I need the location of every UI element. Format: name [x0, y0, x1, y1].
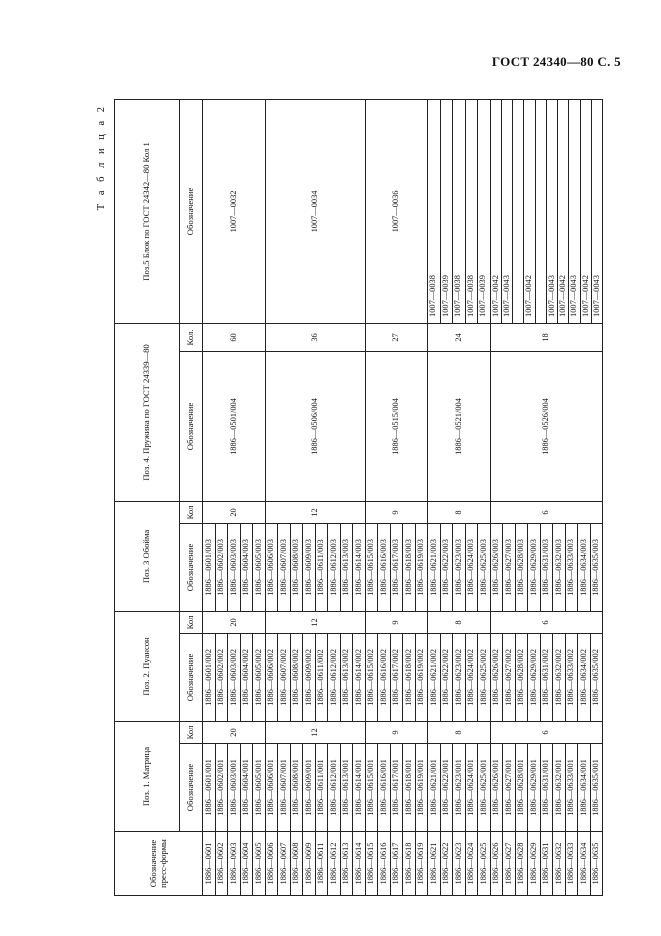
punch-designation: 1886—0618/002 — [403, 633, 416, 721]
punch-designation: 1886—0624/002 — [465, 633, 478, 721]
punch-designation: 1886—0631/002 — [540, 633, 553, 721]
press-form-designation: 1886—0628 — [515, 832, 528, 896]
matrix-designation: 1886—0605/001 — [253, 744, 266, 832]
press-form-designation: 1886—0627 — [503, 832, 516, 896]
holder-qty: 12 — [265, 501, 365, 523]
punch-designation: 1886—0611/002 — [315, 633, 328, 721]
holder-designation: 1886—0606/003 — [265, 523, 278, 611]
punch-designation: 1886—0627/002 — [503, 633, 516, 721]
matrix-designation: 1886—0606/001 — [265, 744, 278, 832]
press-form-designation: 1886—0614 — [353, 832, 366, 896]
holder-designation: 1886—0635/003 — [590, 523, 603, 611]
matrix-designation: 1886—0626/001 — [490, 744, 503, 832]
press-form-designation: 1886—0617 — [390, 832, 403, 896]
holder-designation: 1886—0609/003 — [303, 523, 316, 611]
header-qty: Кол. — [180, 323, 203, 351]
punch-designation: 1886—0601/002 — [203, 633, 216, 721]
press-form-designation: 1886—0631 — [540, 832, 553, 896]
punch-designation: 1886—0616/002 — [378, 633, 391, 721]
punch-qty: 20 — [203, 611, 266, 633]
press-form-designation: 1886—0605 — [253, 832, 266, 896]
header-designation: Обозначение — [180, 744, 203, 832]
matrix-designation: 1886—0612/001 — [328, 744, 341, 832]
block-designation: 1007—0034 — [265, 99, 365, 323]
matrix-designation: 1886—0618/001 — [403, 744, 416, 832]
press-form-designation: 1886—0616 — [378, 832, 391, 896]
punch-designation: 1886—0609/002 — [303, 633, 316, 721]
table-row — [428, 99, 441, 895]
punch-designation: 1886—0619/002 — [415, 633, 428, 721]
press-form-designation: 1886—0603 — [228, 832, 241, 896]
matrix-designation: 1886—0629/001 — [528, 744, 541, 832]
table-row — [490, 99, 503, 895]
spring-qty: 36 — [265, 323, 365, 351]
press-form-designation: 1886—0613 — [340, 832, 353, 896]
block-designation — [490, 99, 603, 323]
header-qty: Кол — [180, 611, 203, 633]
punch-qty: 9 — [365, 611, 428, 633]
press-form-designation: 1886—0601 — [203, 832, 216, 896]
press-form-designation: 1886—0607 — [278, 832, 291, 896]
holder-designation: 1886—0625/003 — [478, 523, 491, 611]
holder-designation: 1886—0634/003 — [578, 523, 591, 611]
matrix-designation: 1886—0624/001 — [465, 744, 478, 832]
matrix-qty: 20 — [203, 721, 266, 743]
punch-designation: 1886—0606/002 — [265, 633, 278, 721]
press-form-designation: 1886—0625 — [478, 832, 491, 896]
spring-qty: 27 — [365, 323, 428, 351]
block-designation-item: 1007—0043 — [547, 100, 558, 323]
press-form-designation: 1886—0606 — [265, 832, 278, 896]
holder-designation: 1886—0633/003 — [565, 523, 578, 611]
spring-designation: 1886—0526/004 — [490, 351, 603, 501]
spring-qty: 24 — [428, 323, 491, 351]
holder-designation: 1886—0628/003 — [515, 523, 528, 611]
punch-qty: 6 — [490, 611, 603, 633]
press-form-designation: 1886—0634 — [578, 832, 591, 896]
press-form-designation: 1886—0619 — [415, 832, 428, 896]
header-designation: Обозначение — [180, 523, 203, 611]
punch-designation: 1886—0634/002 — [578, 633, 591, 721]
punch-designation: 1886—0608/002 — [290, 633, 303, 721]
header-designation: Обозначение — [180, 99, 203, 323]
table-area — [96, 100, 621, 896]
punch-designation: 1886—0613/002 — [340, 633, 353, 721]
matrix-designation: 1886—0608/001 — [290, 744, 303, 832]
holder-designation: 1886—0613/003 — [340, 523, 353, 611]
holder-designation: 1886—0611/003 — [315, 523, 328, 611]
holder-designation: 1886—0632/003 — [553, 523, 566, 611]
matrix-designation: 1886—0634/001 — [578, 744, 591, 832]
matrix-designation: 1886—0621/001 — [428, 744, 441, 832]
header-pos1: Поз. 1. Матрица — [115, 721, 180, 831]
punch-designation: 1886—0612/002 — [328, 633, 341, 721]
holder-designation: 1886—0616/003 — [378, 523, 391, 611]
punch-designation: 1886—0604/002 — [240, 633, 253, 721]
block-designation — [428, 99, 491, 323]
punch-designation: 1886—0635/002 — [590, 633, 603, 721]
matrix-designation: 1886—0628/001 — [515, 744, 528, 832]
punch-designation: 1886—0632/002 — [553, 633, 566, 721]
holder-designation: 1886—0619/003 — [415, 523, 428, 611]
table-2 — [114, 99, 603, 896]
matrix-designation: 1886—0603/001 — [228, 744, 241, 832]
block-designation-item: 1007—0043 — [502, 100, 513, 323]
punch-designation: 1886—0628/002 — [515, 633, 528, 721]
press-form-designation: 1886—0622 — [440, 832, 453, 896]
matrix-qty: 9 — [365, 721, 428, 743]
matrix-qty: 12 — [265, 721, 365, 743]
press-form-designation: 1886—0623 — [453, 832, 466, 896]
press-form-designation: 1886—0632 — [553, 832, 566, 896]
punch-designation: 1886—0603/002 — [228, 633, 241, 721]
header-designation: Обозначение — [180, 351, 203, 501]
matrix-designation: 1886—0625/001 — [478, 744, 491, 832]
holder-designation: 1886—0607/003 — [278, 523, 291, 611]
holder-designation: 1886—0626/003 — [490, 523, 503, 611]
press-form-designation: 1886—0629 — [528, 832, 541, 896]
table-caption: Т а б л и ц а 2 — [96, 104, 107, 211]
matrix-qty: 6 — [490, 721, 603, 743]
holder-designation: 1886—0618/003 — [403, 523, 416, 611]
block-designation-item — [513, 100, 524, 323]
block-designation-item: 1007—0042 — [558, 100, 569, 323]
block-designation-item: 1007—0042 — [581, 100, 592, 323]
matrix-designation: 1886—0609/001 — [303, 744, 316, 832]
punch-designation: 1886—0615/002 — [365, 633, 378, 721]
holder-designation: 1886—0631/003 — [540, 523, 553, 611]
press-form-designation: 1886—0635 — [590, 832, 603, 896]
press-form-designation: 1886—0626 — [490, 832, 503, 896]
press-form-designation: 1886—0621 — [428, 832, 441, 896]
holder-designation: 1886—0624/003 — [465, 523, 478, 611]
punch-designation: 1886—0614/002 — [353, 633, 366, 721]
holder-designation: 1886—0621/003 — [428, 523, 441, 611]
punch-designation: 1886—0633/002 — [565, 633, 578, 721]
matrix-designation: 1886—0623/001 — [453, 744, 466, 832]
matrix-designation: 1886—0627/001 — [503, 744, 516, 832]
header-qty: Кол — [180, 501, 203, 523]
matrix-designation: 1886—0616/001 — [378, 744, 391, 832]
block-designation-item — [536, 100, 547, 323]
holder-designation: 1886—0608/003 — [290, 523, 303, 611]
punch-designation: 1886—0623/002 — [453, 633, 466, 721]
table-row — [265, 99, 278, 895]
press-form-designation: 1886—0611 — [315, 832, 328, 896]
press-form-designation: 1886—0612 — [328, 832, 341, 896]
block-designation-item: 1007—0043 — [569, 100, 580, 323]
holder-qty: 8 — [428, 501, 491, 523]
press-form-designation: 1886—0604 — [240, 832, 253, 896]
press-form-designation: 1886—0615 — [365, 832, 378, 896]
spring-qty: 18 — [490, 323, 603, 351]
holder-designation: 1886—0604/003 — [240, 523, 253, 611]
matrix-designation: 1886—0614/001 — [353, 744, 366, 832]
press-form-designation: 1886—0609 — [303, 832, 316, 896]
spring-designation: 1886—0501/004 — [203, 351, 266, 501]
matrix-designation: 1886—0632/001 — [553, 744, 566, 832]
header-pos3: Поз. 3 Обойма — [115, 501, 180, 611]
matrix-designation: 1886—0601/001 — [203, 744, 216, 832]
holder-designation: 1886—0601/003 — [203, 523, 216, 611]
matrix-designation: 1886—0631/001 — [540, 744, 553, 832]
spring-designation: 1886—0521/004 — [428, 351, 491, 501]
punch-designation: 1886—0621/002 — [428, 633, 441, 721]
press-form-designation: 1886—0624 — [465, 832, 478, 896]
table-row — [365, 99, 378, 895]
matrix-designation: 1886—0635/001 — [590, 744, 603, 832]
block-designation: 1007—0036 — [365, 99, 428, 323]
press-form-designation: 1886—0602 — [215, 832, 228, 896]
block-designation-item: 1007—0038 — [428, 100, 441, 323]
matrix-designation: 1886—0617/001 — [390, 744, 403, 832]
table-row — [203, 99, 216, 895]
punch-designation: 1886—0605/002 — [253, 633, 266, 721]
matrix-designation: 1886—0604/001 — [240, 744, 253, 832]
punch-designation: 1886—0626/002 — [490, 633, 503, 721]
matrix-designation: 1886—0619/001 — [415, 744, 428, 832]
holder-designation: 1886—0612/003 — [328, 523, 341, 611]
holder-designation: 1886—0615/003 — [365, 523, 378, 611]
holder-designation: 1886—0622/003 — [440, 523, 453, 611]
header-qty: Кол — [180, 721, 203, 743]
header-pos4: Поз. 4. Пружина по ГОСТ 24339—80 — [115, 323, 180, 501]
block-designation-item: 1007—0038 — [466, 100, 479, 323]
matrix-designation: 1886—0615/001 — [365, 744, 378, 832]
punch-designation: 1886—0617/002 — [390, 633, 403, 721]
holder-designation: 1886—0614/003 — [353, 523, 366, 611]
press-form-designation: 1886—0618 — [403, 832, 416, 896]
matrix-designation: 1886—0613/001 — [340, 744, 353, 832]
matrix-designation: 1886—0633/001 — [565, 744, 578, 832]
header-designation: Обозначение — [180, 633, 203, 721]
header-pos2: Поз. 2. Пуансон — [115, 611, 180, 721]
punch-designation: 1886—0622/002 — [440, 633, 453, 721]
holder-designation: 1886—0603/003 — [228, 523, 241, 611]
punch-designation: 1886—0602/002 — [215, 633, 228, 721]
holder-designation: 1886—0627/003 — [503, 523, 516, 611]
header-pos5: Поз.5 Блок по ГОСТ 24342—80 Кол 1 — [115, 99, 180, 323]
block-designation-item: 1007—0042 — [491, 100, 502, 323]
punch-designation: 1886—0629/002 — [528, 633, 541, 721]
punch-designation: 1886—0607/002 — [278, 633, 291, 721]
matrix-qty: 8 — [428, 721, 491, 743]
holder-designation: 1886—0629/003 — [528, 523, 541, 611]
matrix-designation: 1886—0622/001 — [440, 744, 453, 832]
table-body — [203, 99, 603, 895]
punch-qty: 12 — [265, 611, 365, 633]
press-form-designation: 1886—0633 — [565, 832, 578, 896]
matrix-designation: 1886—0611/001 — [315, 744, 328, 832]
spring-designation: 1886—0515/004 — [365, 351, 428, 501]
page-header: ГОСТ 24340—80 С. 5 — [491, 54, 621, 69]
holder-designation: 1886—0602/003 — [215, 523, 228, 611]
block-designation-item: 1007—0042 — [524, 100, 535, 323]
holder-designation: 1886—0623/003 — [453, 523, 466, 611]
holder-qty: 6 — [490, 501, 603, 523]
block-designation-item: 1007—0043 — [591, 275, 601, 317]
block-designation: 1007—0032 — [203, 99, 266, 323]
punch-qty: 8 — [428, 611, 491, 633]
holder-qty: 9 — [365, 501, 428, 523]
header-press-form: Обозначение пресс-формы — [115, 832, 203, 896]
matrix-designation: 1886—0607/001 — [278, 744, 291, 832]
press-form-designation: 1886—0608 — [290, 832, 303, 896]
block-designation-item: 1007—0039 — [478, 275, 487, 317]
spring-designation: 1886—0506/004 — [265, 351, 365, 501]
matrix-designation: 1886—0602/001 — [215, 744, 228, 832]
holder-designation: 1886—0617/003 — [390, 523, 403, 611]
holder-qty: 20 — [203, 501, 266, 523]
block-designation-item: 1007—0039 — [441, 100, 454, 323]
holder-designation: 1886—0605/003 — [253, 523, 266, 611]
punch-designation: 1886—0625/002 — [478, 633, 491, 721]
spring-qty: 60 — [203, 323, 266, 351]
block-designation-item: 1007—0038 — [453, 100, 466, 323]
